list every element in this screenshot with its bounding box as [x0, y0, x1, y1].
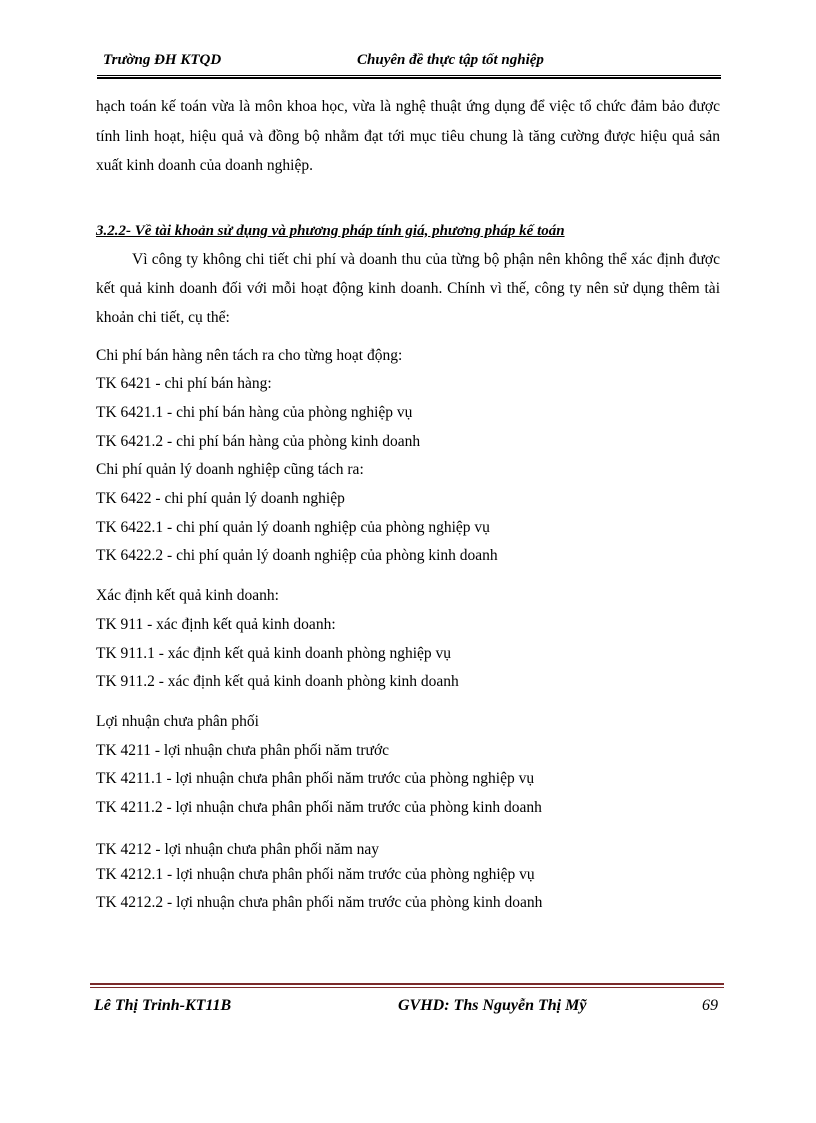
list-item: TK 911.2 - xác định kết quả kinh doanh phòng kinh doanh — [96, 673, 459, 691]
account-group-retained-earnings-current — [96, 839, 720, 918]
header-title: Chuyên đề thực tập tốt nghiệp — [357, 52, 544, 68]
list-item: Lợi nhuận chưa phân phối — [96, 712, 259, 730]
header-divider-thin — [97, 75, 721, 76]
list-item: TK 6421.2 - chi phí bán hàng của phòng kinh doanh — [96, 432, 421, 450]
list-item: Chi phí quản lý doanh nghiệp cũng tách ra: — [96, 461, 364, 479]
section-heading: 3.2.2- Về tài khoản sử dụng và phương pháp tính giá, phương pháp kế toán — [96, 222, 565, 239]
list-item: TK 6421 - chi phí bán hàng: — [96, 375, 272, 393]
list-item: TK 6422.2 - chi phí quản lý doanh nghiệp của phòng kinh doanh — [96, 547, 498, 565]
page-body — [96, 92, 720, 918]
list-item: TK 4212.1 - lợi nhuận chưa phân phối năm trước của phòng nghiệp vụ — [96, 865, 535, 883]
list-item: TK 6422.1 - chi phí quản lý doanh nghiệp của phòng nghiệp vụ — [96, 518, 490, 536]
list-item: TK 4211.1 - lợi nhuận chưa phân phối năm trước của phòng nghiệp vụ — [96, 770, 535, 788]
page-number: 69 — [702, 997, 718, 1014]
list-item: TK 6422 - chi phí quản lý doanh nghiệp — [96, 490, 345, 508]
list-item: Chi phí bán hàng nên tách ra cho từng hoạt động: — [96, 346, 403, 364]
list-item: Xác định kết quả kinh doanh: — [96, 587, 279, 605]
footer-author: Lê Thị Trinh-KT11B — [94, 997, 232, 1014]
header-divider-thick — [97, 77, 721, 79]
list-item: TK 4212.2 - lợi nhuận chưa phân phối năm trước của phòng kinh doanh — [96, 894, 543, 912]
footer-divider-thin — [90, 987, 724, 988]
footer-advisor: GVHD: Ths Nguyễn Thị Mỹ — [398, 997, 587, 1014]
list-item: TK 911 - xác định kết quả kinh doanh: — [96, 615, 336, 633]
header-school: Trường ĐH KTQD — [103, 52, 222, 68]
list-item: TK 4211.2 - lợi nhuận chưa phân phối năm trước của phòng kinh doanh — [96, 799, 542, 817]
section-paragraph: Vì công ty không chi tiết chi phí và doanh thu của từng bộ phận nên không thể xác định được kết quả kinh doanh đối với mỗi hoạt động kinh doanh. Chính vì thế, công ty nên sử dụng thêm tài khoản chi tiết, cụ thể: — [96, 250, 720, 326]
account-group-retained-earnings-prior — [96, 708, 720, 823]
account-group-selling-admin-costs — [96, 342, 720, 572]
page-header — [97, 52, 721, 76]
page-footer — [90, 983, 724, 1023]
list-item: TK 6421.1 - chi phí bán hàng của phòng nghiệp vụ — [96, 403, 413, 421]
list-item: TK 911.1 - xác định kết quả kinh doanh phòng nghiệp vụ — [96, 644, 452, 662]
list-item: TK 4212 - lợi nhuận chưa phân phối năm nay — [96, 840, 380, 858]
footer-divider-thick — [90, 983, 724, 985]
account-group-business-results — [96, 582, 720, 697]
list-item: TK 4211 - lợi nhuận chưa phân phối năm trước — [96, 741, 390, 759]
intro-paragraph: hạch toán kế toán vừa là môn khoa học, vừa là nghệ thuật ứng dụng để việc tổ chức đảm bảo được tính linh hoạt, hiệu quả và đồng bộ nhằm đạt tới mục tiêu chung là tăng cường được hiệu quả sản xuất kinh doanh của doanh nghiệp. — [96, 98, 720, 174]
